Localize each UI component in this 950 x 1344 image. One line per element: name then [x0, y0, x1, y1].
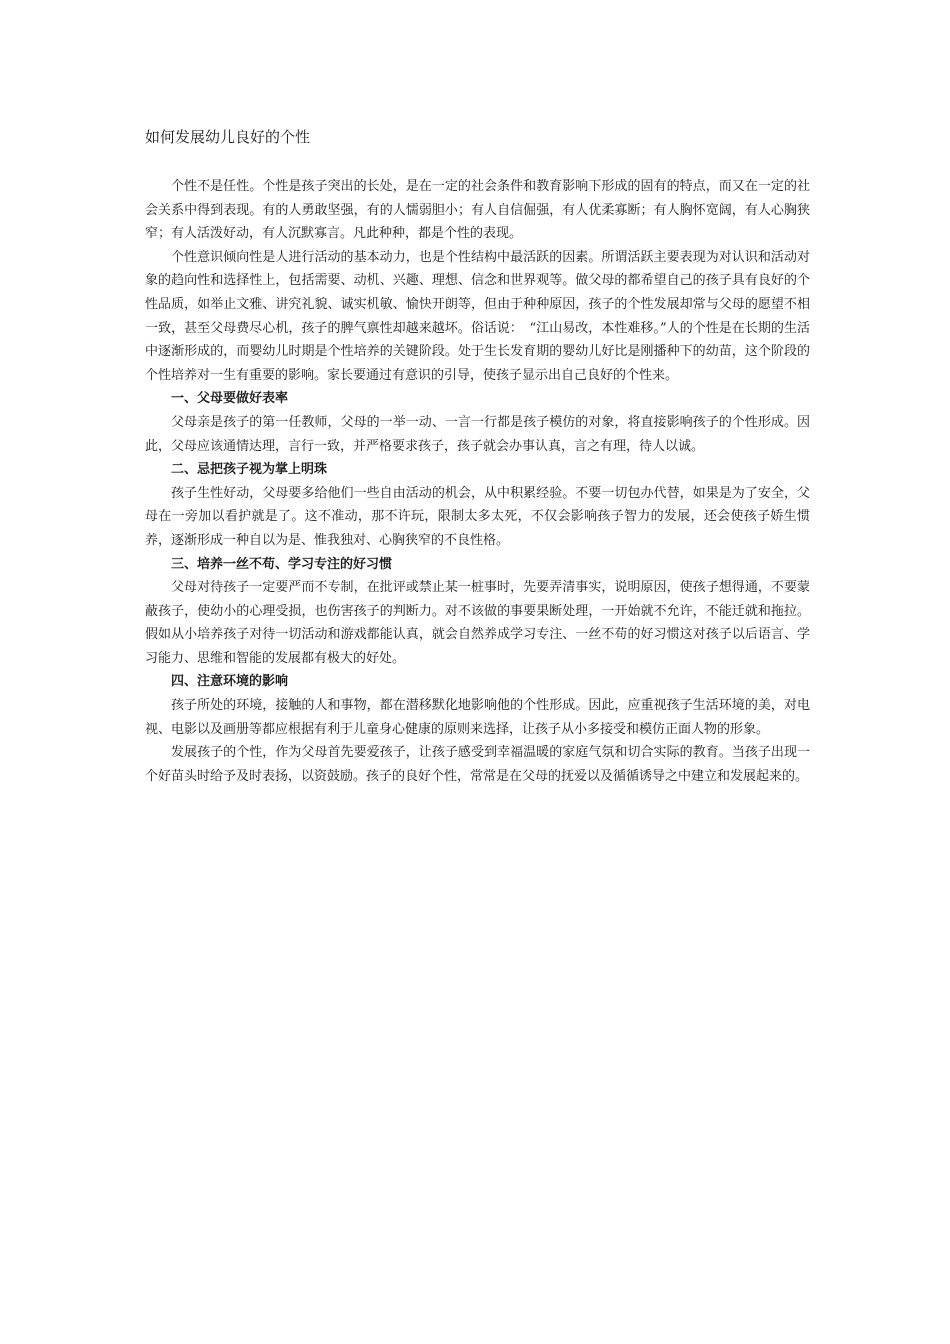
section-heading-1: 一、父母要做好表率	[171, 391, 289, 407]
document-title: 如何发展幼儿良好的个性	[145, 128, 311, 146]
section-heading-3: 三、培养一丝不苟、学习专注的好习惯	[171, 556, 393, 572]
closing-paragraph: 发展孩子的个性，作为父母首先要爱孩子，让孩子感受到幸福温暖的家庭气氛和切合实际的教育。当孩子出现一个好苗头时给予及时表扬，以资鼓励。孩子的良好个性，常常是在父母的抚爱以及循循诱导之中建立和发展起来的。	[145, 745, 810, 784]
section-3-paragraph-1: 父母对待孩子一定要严而不专制，在批评或禁止某一桩事时，先要弄清事实，说明原因，使孩子想得通，不要蒙蔽孩子，使幼小的心理受损，也伤害孩子的判断力。对不该做的事要果断处理，一开始就不允许，不能迁就和拖拉。假如从小培养孩子对待一切活动和游戏都能认真，就会自然养成学习专注、一丝不苟的好习惯这对孩子以后语言、学习能力、思维和智能的发展都有极大的好处。	[145, 580, 810, 666]
document-body	[145, 175, 810, 788]
intro-paragraph-2: 个性意识倾向性是人进行活动的基本动力，也是个性结构中最活跃的因素。所谓活跃主要表现为对认识和活动对象的趋向性和选择性上，包括需要、动机、兴趣、理想、信念和世界观等。做父母的都希望自己的孩子具有良好的个性品质，如举止文雅、讲究礼貌、诚实机敏、愉快开朗等，但由于种种原因，孩子的个性发展却常与父母的愿望不相一致，甚至父母费尽心机，孩子的脾气禀性却越来越坏。俗话说： “江山易改，本性难移。”人的个性是在长期的生活中逐渐形成的，而婴幼儿时期是个性培养的关键阶段。处于生长发育期的婴幼儿好比是刚播种下的幼苗，这个阶段的个性培养对一生有重要的影响。家长要通过有意识的引导，使孩子显示出自己良好的个性来。	[145, 249, 810, 383]
section-2-paragraph-1: 孩子生性好动，父母要多给他们一些自由活动的机会，从中积累经验。不要一切包办代替，如果是为了安全，父母在一旁加以看护就是了。这不准动，那不许玩，限制太多太死，不仅会影响孩子智力的发展，还会使孩子娇生惯养，逐渐形成一种自以为是、惟我独对、心胸狭窄的不良性格。	[145, 485, 810, 548]
intro-paragraph-1: 个性不是任性。个性是孩子突出的长处，是在一定的社会条件和教育影响下形成的固有的特点，而又在一定的社会关系中得到表现。有的人勇敢坚强，有的人懦弱胆小；有人自信倔强，有人优柔寡断；有人胸怀宽阔，有人心胸狭窄；有人活泼好动，有人沉默寡言。凡此种种，都是个性的表现。	[145, 179, 810, 242]
section-1-paragraph-1: 父母亲是孩子的第一任教师，父母的一举一动、一言一行都是孩子模仿的对象，将直接影响孩子的个性形成。因此，父母应该通情达理，言行一致，并严格要求孩子，孩子就会办事认真，言之有理，待人以诚。	[145, 414, 810, 454]
section-heading-2: 二、忌把孩子视为掌上明珠	[171, 462, 328, 478]
section-heading-4: 四、注意环境的影响	[171, 674, 289, 690]
section-4-paragraph-1: 孩子所处的环境，接触的人和事物，都在潜移默化地影响他的个性形成。因此，应重视孩子生活环境的美，对电视、电影以及画册等都应根据有利于儿童身心健康的原则来选择，让孩子从小多接受和模仿正面人物的形象。	[145, 698, 810, 737]
